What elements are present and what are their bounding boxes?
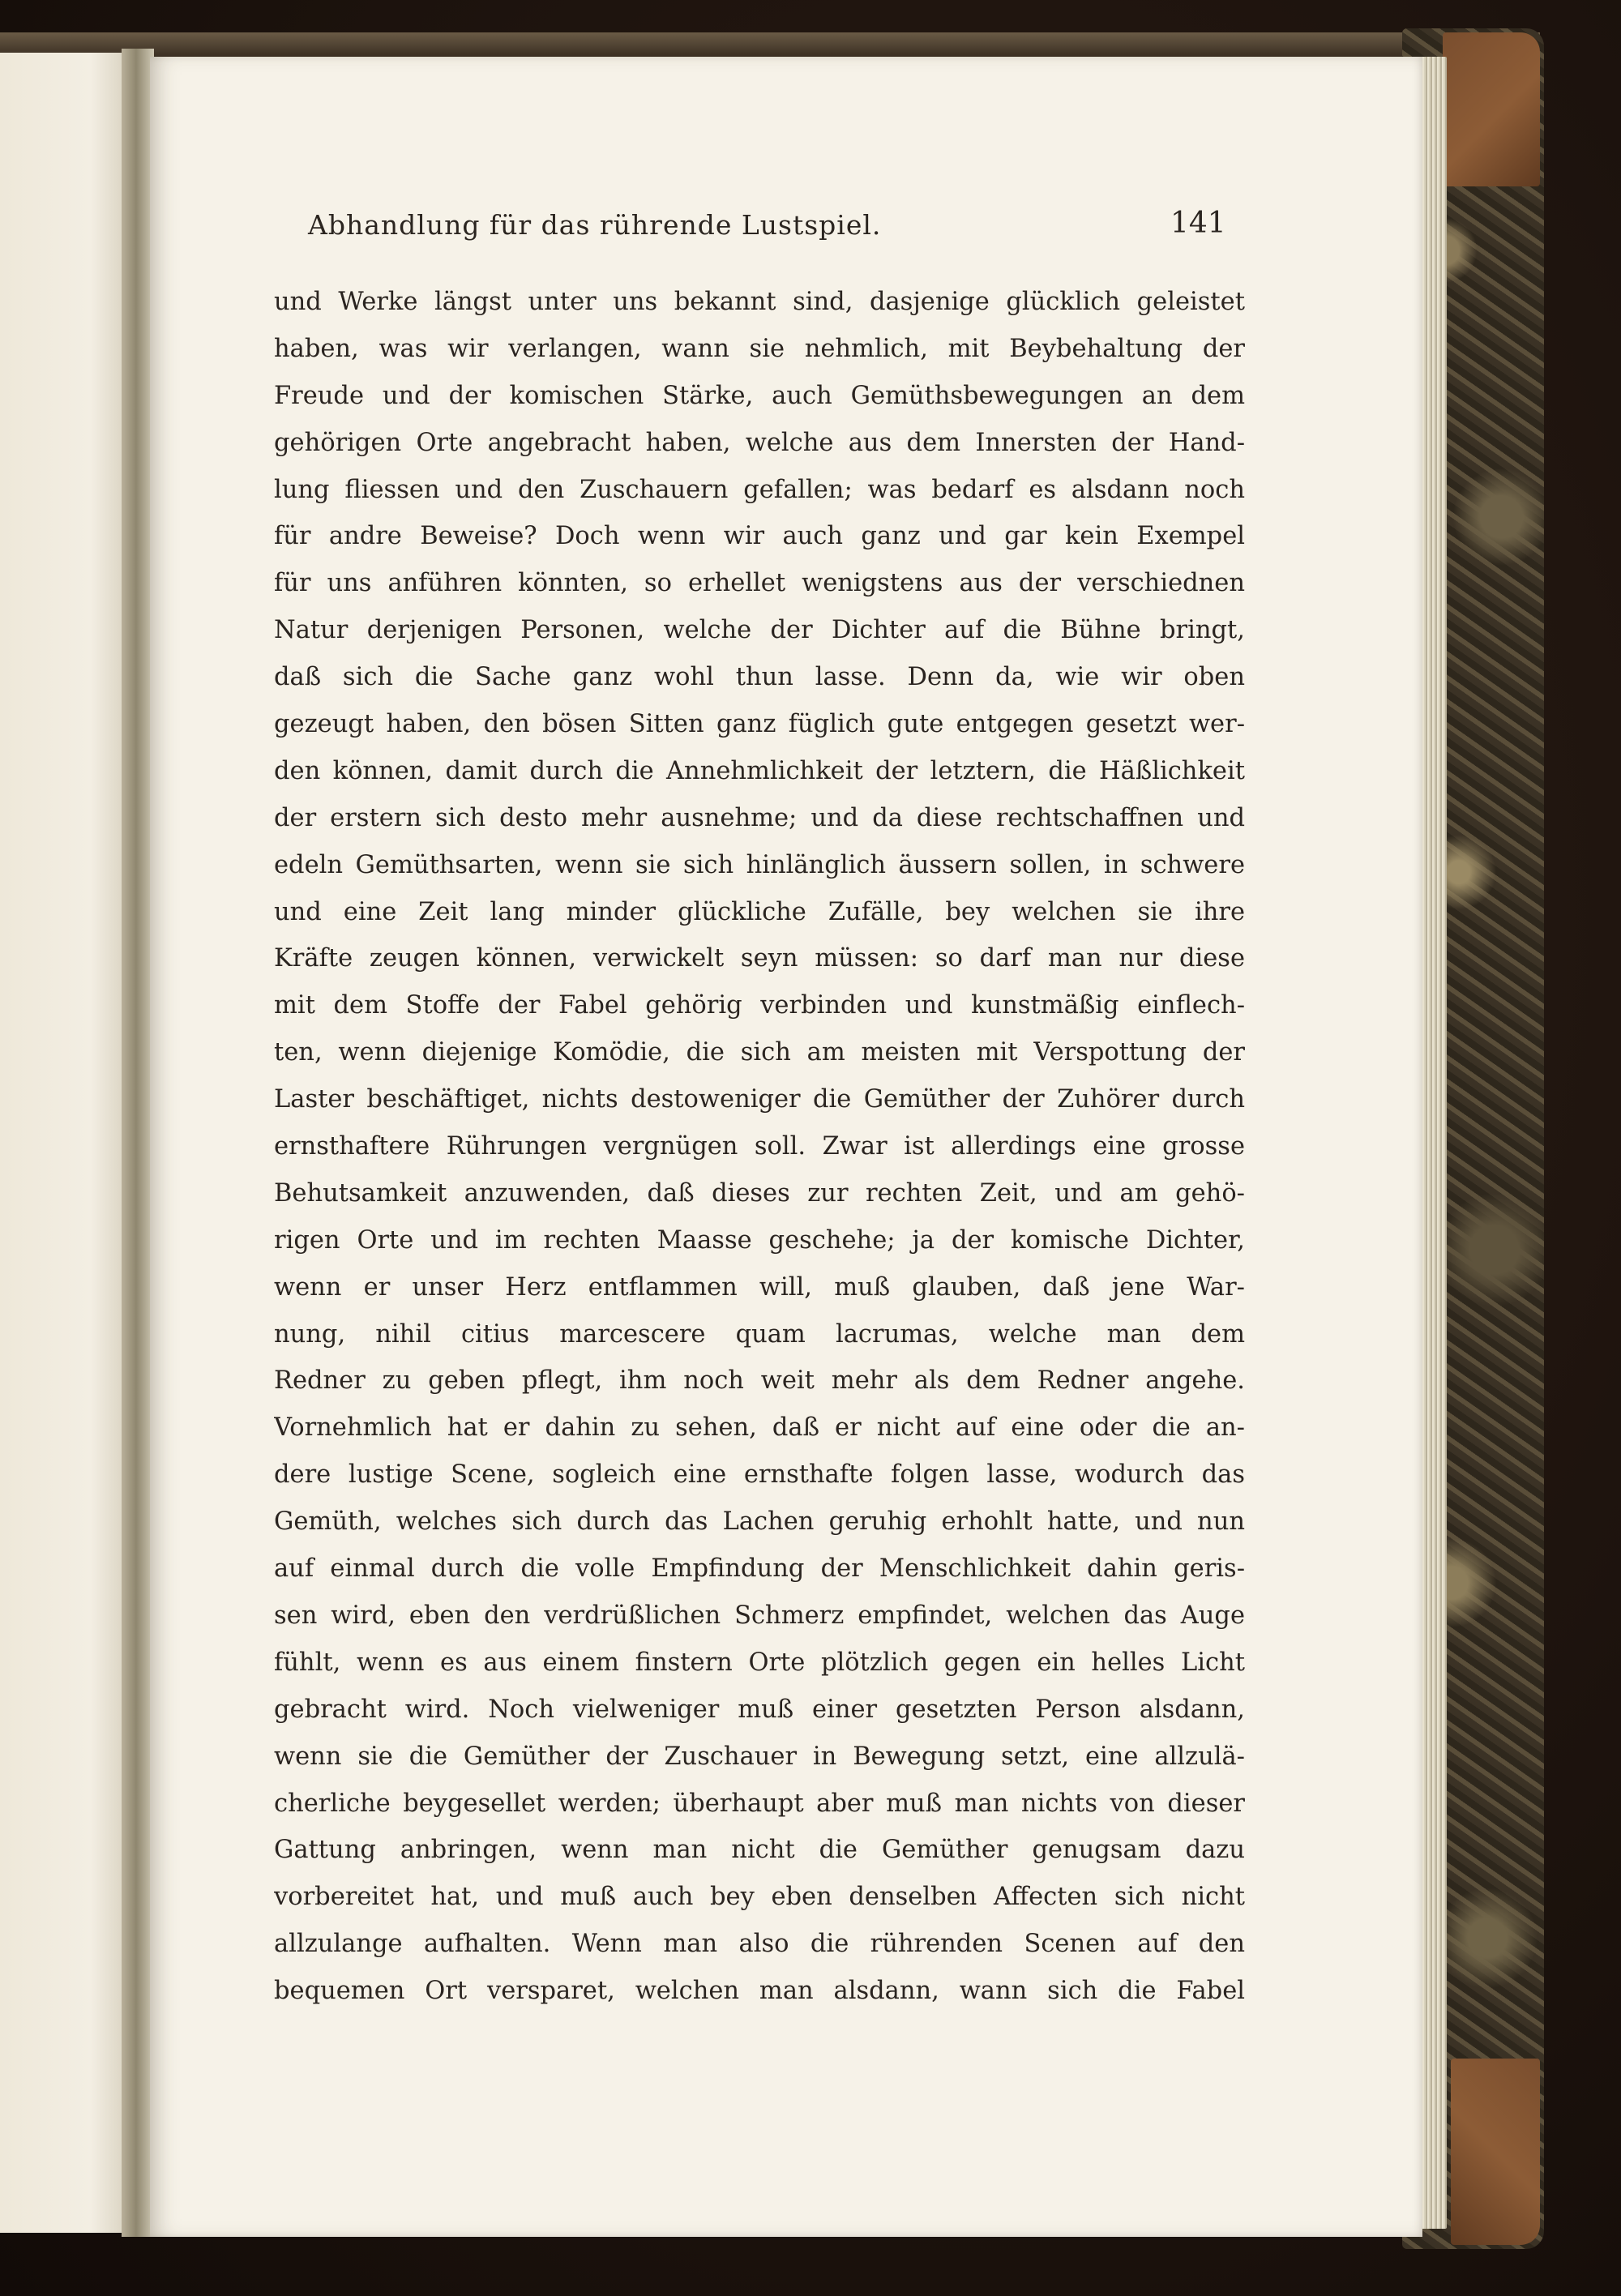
text-line: ten, wenn diejenige Komödie, die sich am meisten mit Verspottung der	[274, 1038, 1245, 1067]
text-line: haben, was wir verlangen, wann sie nehmlich, mit Beybehaltung der	[274, 334, 1245, 363]
text-line: und eine Zeit lang minder glückliche Zufälle, bey welchen sie ihre	[274, 897, 1245, 926]
text-line: ernsthaftere Rührungen vergnügen soll. Zwar ist allerdings eine grosse	[274, 1132, 1245, 1161]
text-line: Natur derjenigen Personen, welche der Dichter auf die Bühne bringt,	[274, 616, 1245, 645]
text-line: mit dem Stoffe der Fabel gehörig verbinden und kunstmäßig einflech-	[274, 991, 1245, 1020]
text-line: der erstern sich desto mehr ausnehme; und da diese rechtschaffnen und	[274, 803, 1245, 832]
text-line: Gattung anbringen, wenn man nicht die Gemüther genugsam dazu	[274, 1836, 1245, 1865]
text-line: Vornehmlich hat er dahin zu sehen, daß er nicht auf eine oder die an-	[274, 1413, 1245, 1443]
text-line: gezeugt haben, den bösen Sitten ganz füglich gute entgegen gesetzt wer-	[274, 710, 1245, 739]
text-line: Gemüth, welches sich durch das Lachen geruhig erhohlt hatte, und nun	[274, 1507, 1245, 1537]
text-line: gebracht wird. Noch vielweniger muß einer gesetzten Person alsdann,	[274, 1695, 1245, 1724]
text-line: fühlt, wenn es aus einem finstern Orte plötzlich gegen ein helles Licht	[274, 1648, 1245, 1677]
text-line: sen wird, eben den verdrüßlichen Schmerz empfindet, welchen das Auge	[274, 1601, 1245, 1630]
text-line: Freude und der komischen Stärke, auch Gemüthsbewegungen an dem	[274, 381, 1245, 410]
text-line: Laster beschäftiget, nichts destoweniger die Gemüther der Zuhörer durch	[274, 1085, 1245, 1114]
text-line: für uns anführen könnten, so erhellet wenigstens aus der verschiednen	[274, 569, 1245, 598]
text-line: gehörigen Orte angebracht haben, welche aus dem Innersten der Hand-	[274, 428, 1245, 457]
text-line: lung fliessen und den Zuschauern gefallen; was bedarf es alsdann noch	[274, 475, 1245, 504]
text-line: wenn sie die Gemüther der Zuschauer in Bewegung setzt, eine allzulä-	[274, 1742, 1245, 1771]
text-line: dere lustige Scene, sogleich eine ernsthafte folgen lasse, wodurch das	[274, 1460, 1245, 1490]
text-line: daß sich die Sache ganz wohl thun lasse. Denn da, wie wir oben	[274, 663, 1245, 692]
text-line: und Werke längst unter uns bekannt sind, dasjenige glücklich geleistet	[274, 288, 1245, 316]
text-line: vorbereitet hat, und muß auch bey eben denselben Affecten sich nicht	[274, 1883, 1245, 1912]
running-title: Abhandlung für das rührende Lustspiel.	[308, 209, 882, 241]
text-line: auf einmal durch die volle Empfindung der Menschlichkeit dahin geris-	[274, 1554, 1245, 1584]
page-number: 141	[1170, 207, 1226, 240]
text-line: rigen Orte und im rechten Maasse geschehe; ja der komische Dichter,	[274, 1225, 1245, 1255]
left-facing-page	[0, 53, 130, 2233]
body-text	[274, 279, 1245, 2015]
text-line: edeln Gemüthsarten, wenn sie sich hinlänglich äussern sollen, in schwere	[274, 850, 1245, 879]
leather-corner-bottom	[1451, 2059, 1540, 2245]
text-line: Redner zu geben pflegt, ihm noch weit mehr als dem Redner angehe.	[274, 1366, 1245, 1396]
text-line: Behutsamkeit anzuwenden, daß dieses zur rechten Zeit, und am gehö-	[274, 1178, 1245, 1208]
book-gutter	[122, 49, 154, 2237]
leather-corner-top	[1443, 32, 1540, 186]
text-line: Kräfte zeugen können, verwickelt seyn müssen: so darf man nur diese	[274, 944, 1245, 973]
text-line: allzulange aufhalten. Wenn man also die rührenden Scenen auf den	[274, 1930, 1245, 1959]
text-line: für andre Beweise? Doch wenn wir auch ganz und gar kein Exempel	[274, 522, 1245, 551]
text-line: wenn er unser Herz entflammen will, muß glauben, daß jene War-	[274, 1272, 1245, 1302]
text-line: den können, damit durch die Annehmlichkeit der letztern, die Häßlichkeit	[274, 756, 1245, 785]
book-top-edge	[0, 32, 1540, 57]
text-line: nung, nihil citius marcescere quam lacrumas, welche man dem	[274, 1319, 1245, 1349]
text-line: bequemen Ort versparet, welchen man alsdann, wann sich die Fabel	[274, 1977, 1245, 2006]
text-line: cherliche beygesellet werden; überhaupt aber muß man nichts von dieser	[274, 1789, 1245, 1818]
